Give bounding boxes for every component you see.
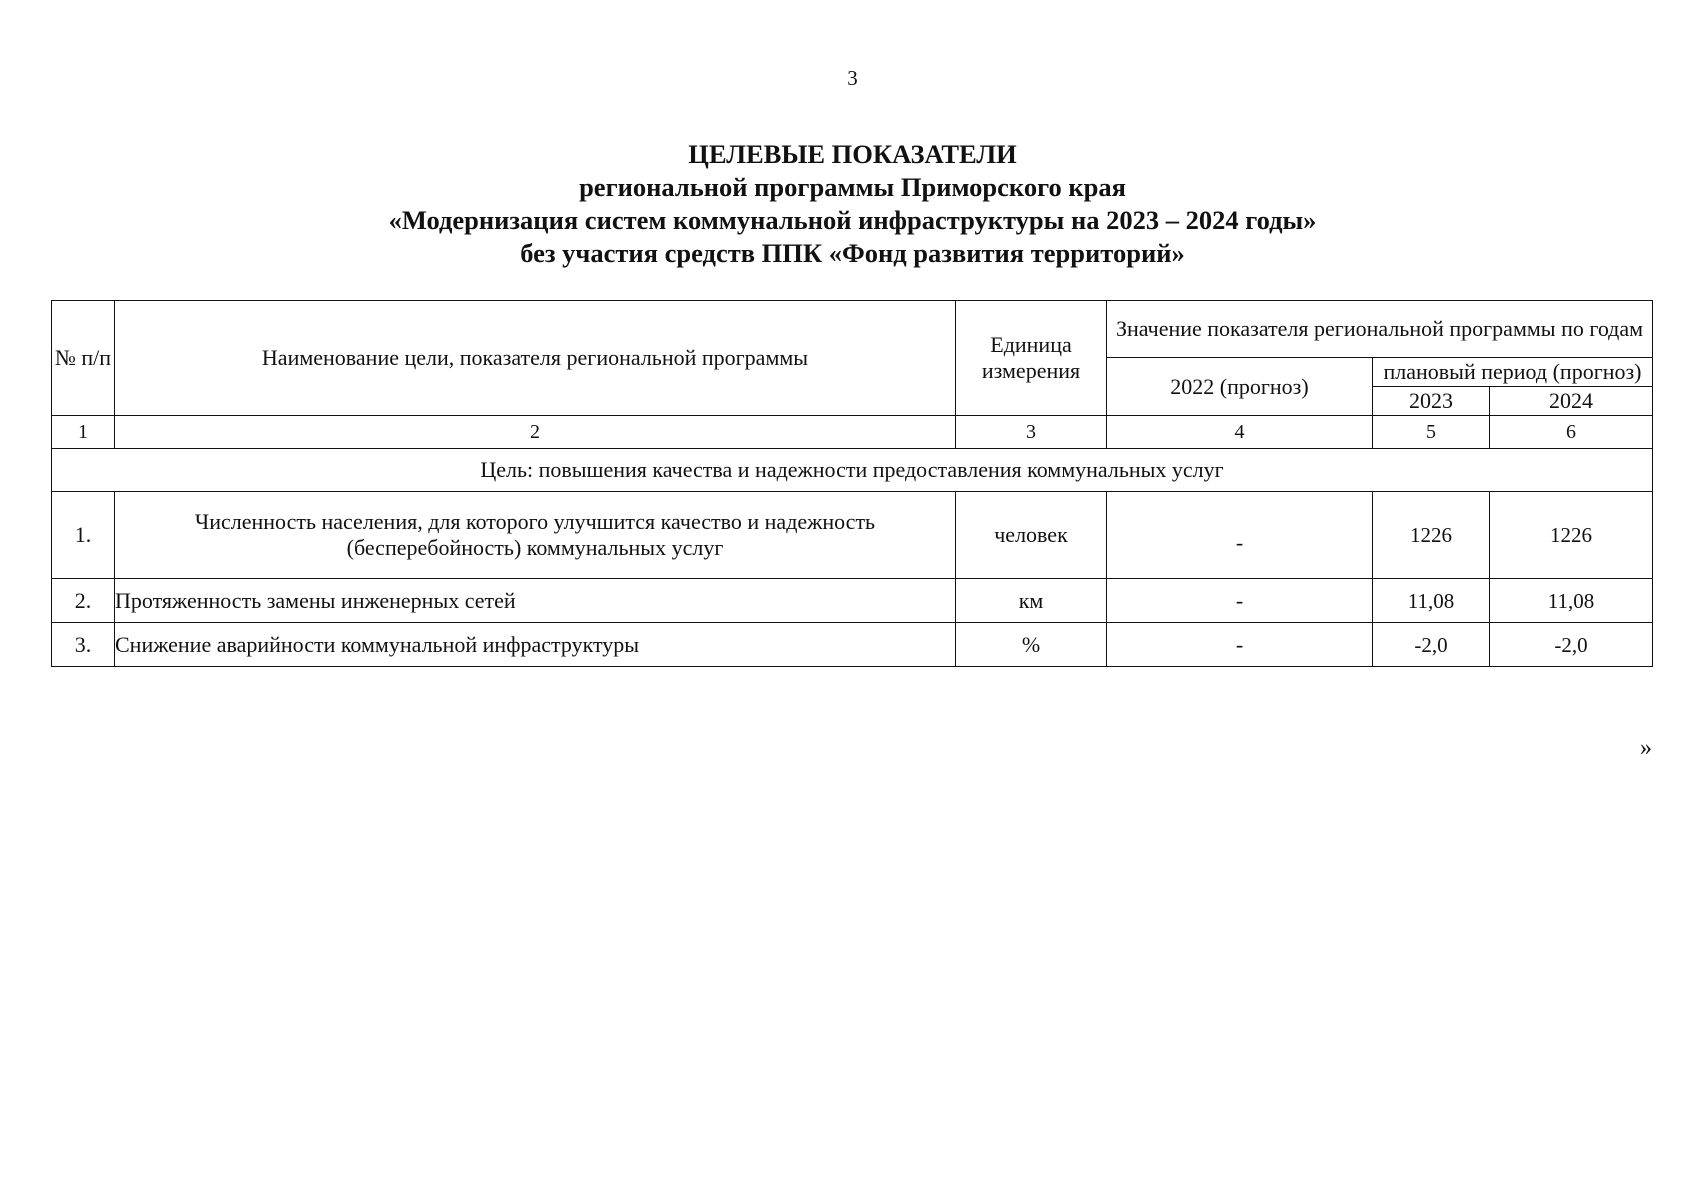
title-line-3: «Модернизация систем коммунальной инфраструктуры на 2023 – 2024 годы» [388, 205, 1317, 235]
row-value-2023: -2,0 [1373, 623, 1490, 667]
column-number: 4 [1107, 416, 1373, 449]
row-num: 3. [52, 623, 115, 667]
title-line-4: без участия средств ППК «Фонд развития территорий» [520, 238, 1185, 268]
header-year-2023: 2023 [1373, 387, 1490, 416]
row-value-2024: -2,0 [1490, 623, 1653, 667]
row-name: Численность населения, для которого улучшится качество и надежность (бесперебойность) коммунальных услуг [115, 492, 956, 579]
row-value-2024: 1226 [1490, 492, 1653, 579]
page-number: 3 [847, 66, 858, 90]
row-value-2024: 11,08 [1490, 579, 1653, 623]
closing-quote: » [1640, 735, 1652, 761]
header-year-2024: 2024 [1490, 387, 1653, 416]
document-title [0, 138, 1695, 270]
row-value-2023: 11,08 [1373, 579, 1490, 623]
row-name: Протяженность замены инженерных сетей [115, 579, 956, 623]
row-value-2022: - [1107, 492, 1373, 579]
row-unit: % [956, 623, 1107, 667]
column-number-row [52, 416, 1653, 449]
header-unit: Единица измерения [956, 301, 1107, 416]
row-unit: человек [956, 492, 1107, 579]
row-num: 2. [52, 579, 115, 623]
indicators-table [51, 300, 1653, 667]
table-row [52, 623, 1653, 667]
column-number: 1 [52, 416, 115, 449]
column-number: 6 [1490, 416, 1653, 449]
goal-text: Цель: повышения качества и надежности предоставления коммунальных услуг [52, 449, 1653, 492]
title-line-1: ЦЕЛЕВЫЕ ПОКАЗАТЕЛИ [688, 139, 1017, 169]
header-values-group: Значение показателя региональной программы по годам [1107, 301, 1653, 358]
header-planned-period: плановый период (прогноз) [1373, 358, 1653, 387]
row-value-2022: - [1107, 579, 1373, 623]
column-number: 3 [956, 416, 1107, 449]
title-line-2: региональной программы Приморского края [579, 172, 1126, 202]
column-number: 2 [115, 416, 956, 449]
row-value-2022: - [1107, 623, 1373, 667]
header-num: № п/п [52, 301, 115, 416]
row-num: 1. [52, 492, 115, 579]
row-name: Снижение аварийности коммунальной инфраструктуры [115, 623, 956, 667]
goal-row [52, 449, 1653, 492]
header-row [52, 301, 1653, 358]
row-value-2023: 1226 [1373, 492, 1490, 579]
header-name: Наименование цели, показателя региональной программы [115, 301, 956, 416]
row-unit: км [956, 579, 1107, 623]
header-forecast-2022: 2022 (прогноз) [1107, 358, 1373, 416]
column-number: 5 [1373, 416, 1490, 449]
table-row [52, 579, 1653, 623]
table-row [52, 492, 1653, 579]
